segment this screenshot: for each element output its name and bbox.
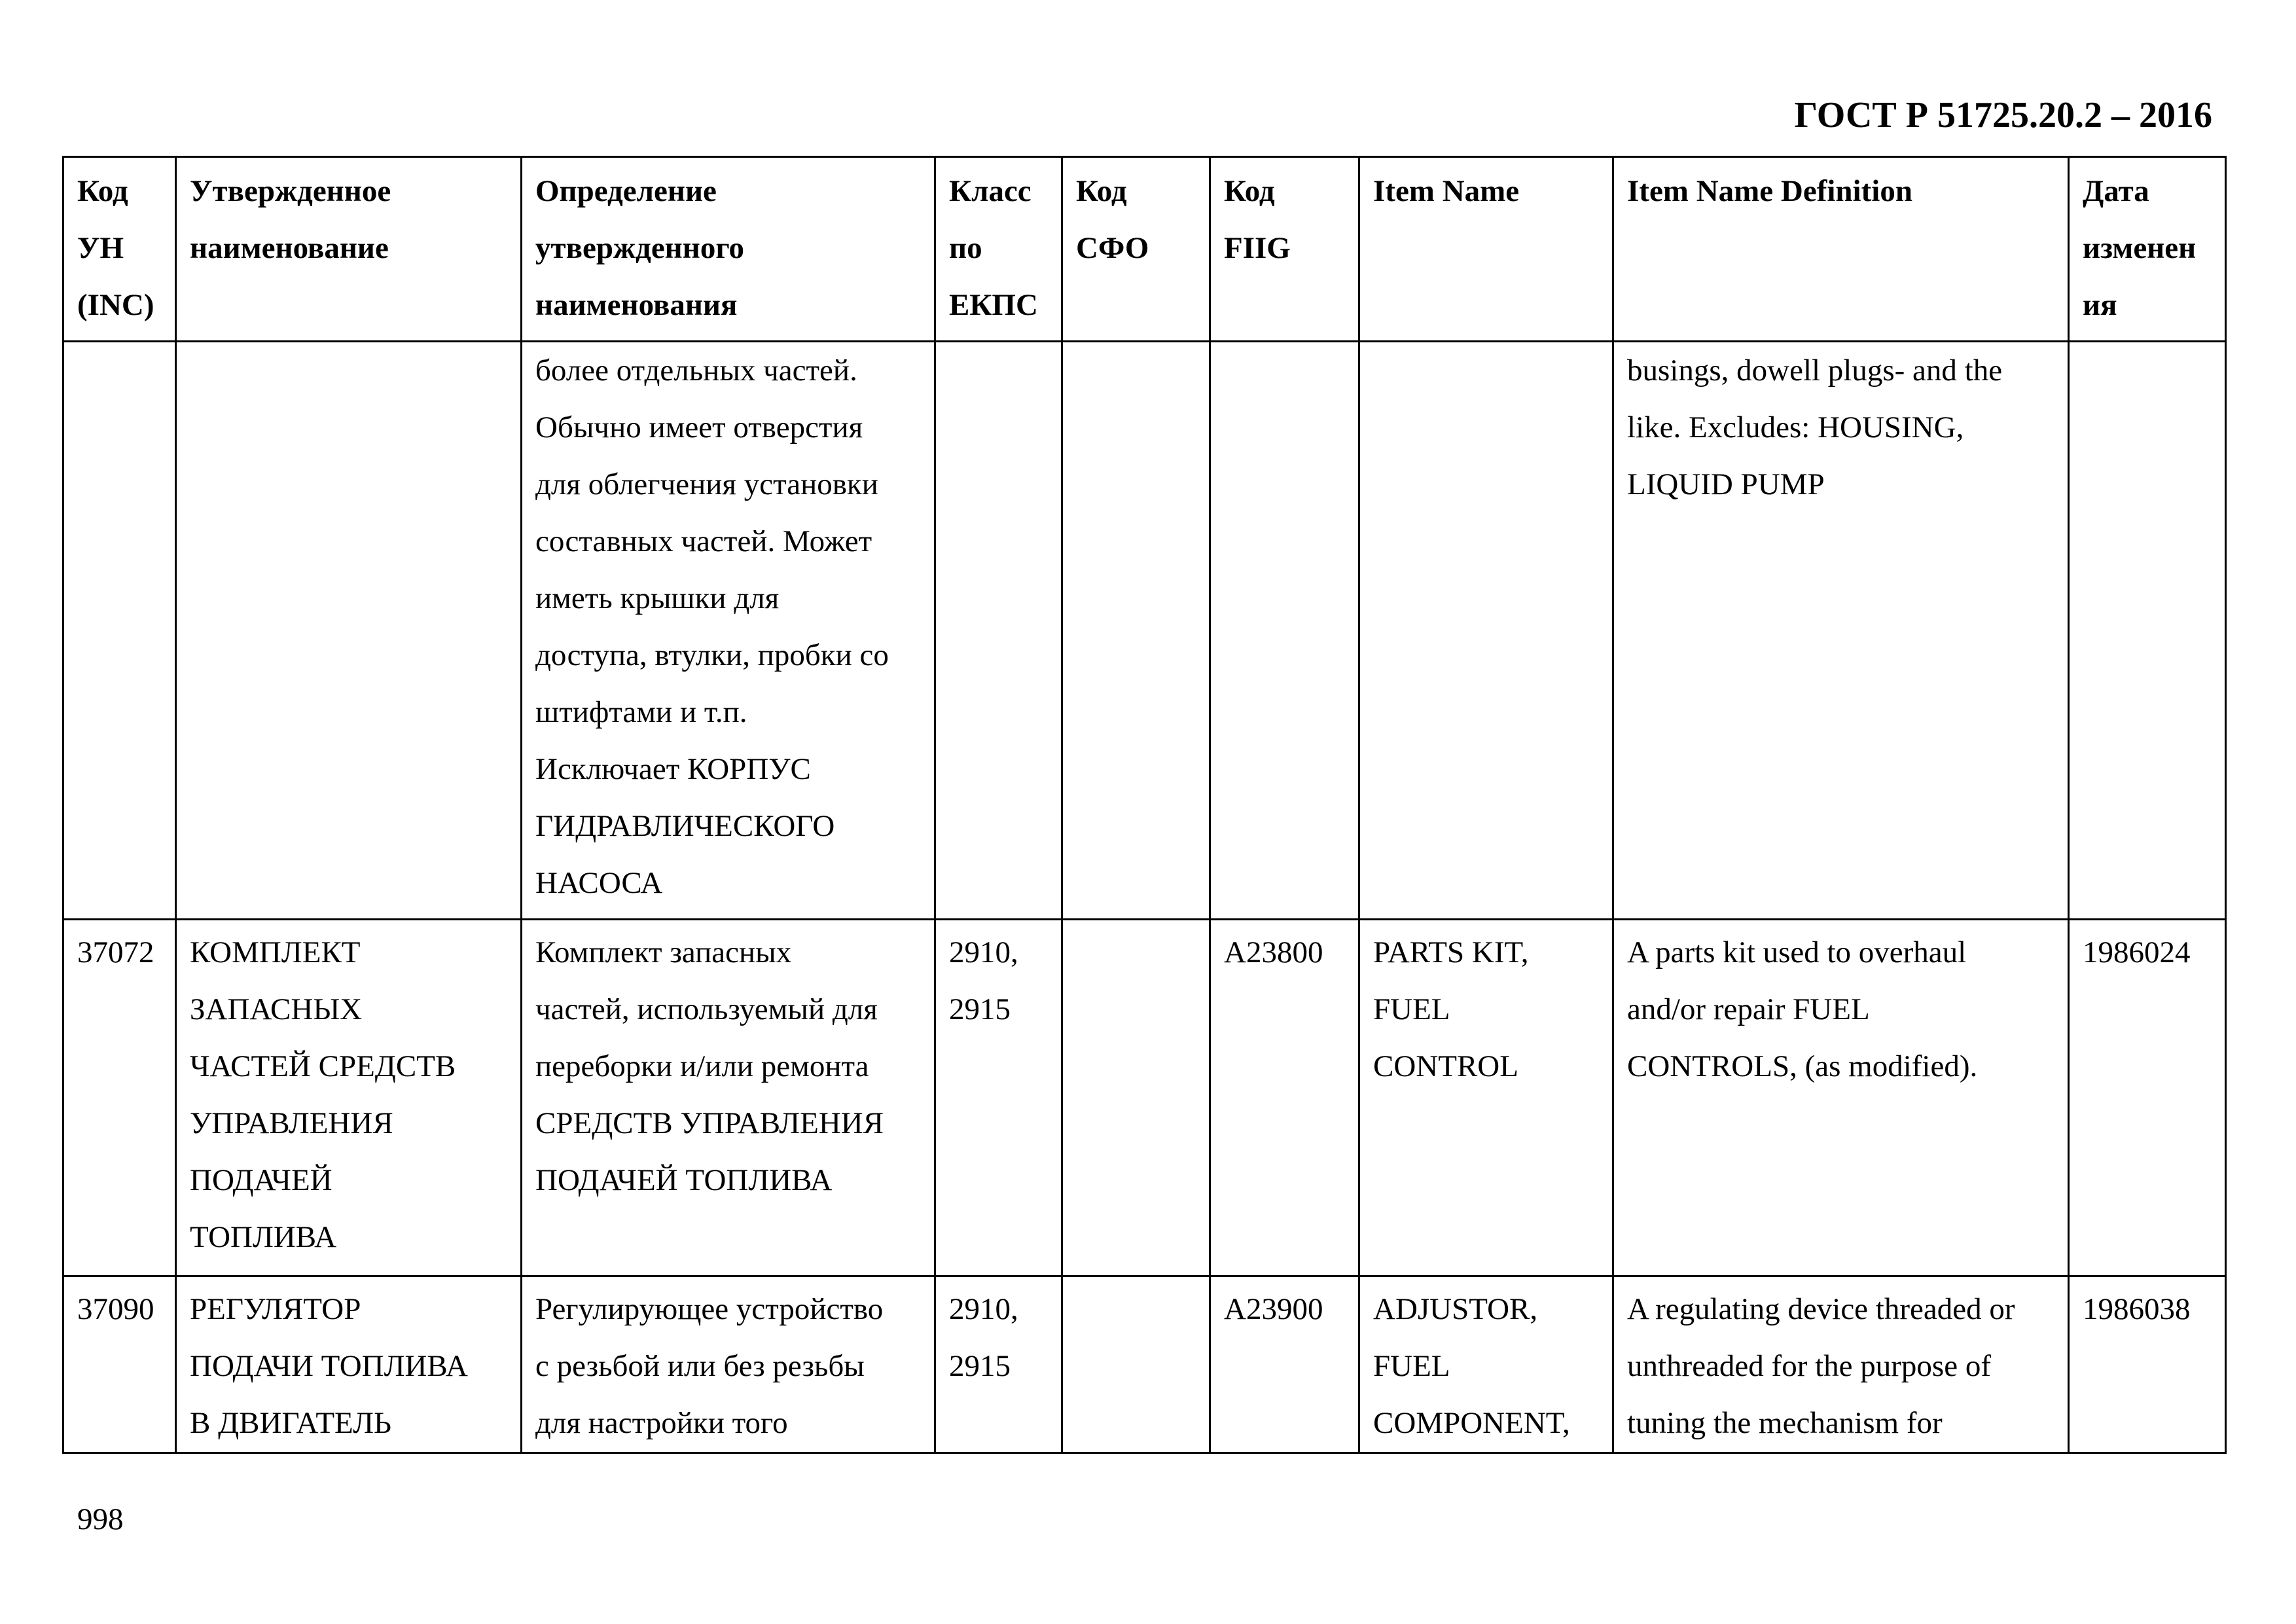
cell-approved-name: КОМПЛЕКТ ЗАПАСНЫХ ЧАСТЕЙ СРЕДСТВ УПРАВЛЕНИЯ ПОДАЧЕЙ ТОПЛИВА xyxy=(176,920,522,1276)
page-number: 998 xyxy=(77,1502,124,1536)
cell-item-name: ADJUSTOR, FUEL COMPONENT, xyxy=(1359,1276,1613,1453)
col-header-approved-name: Утвержденное наименование xyxy=(176,157,522,342)
cell-inc xyxy=(63,342,176,920)
cell-item-name: PARTS KIT, FUEL CONTROL xyxy=(1359,920,1613,1276)
cell-fiig-code: A23800 xyxy=(1210,920,1359,1276)
cell-definition: Регулирующее устройство с резьбой или без резьбы для настройки того xyxy=(522,1276,935,1453)
standard-designation: ГОСТ Р 51725.20.2 – 2016 xyxy=(1794,95,2212,135)
cell-fiig-code: A23900 xyxy=(1210,1276,1359,1453)
table-row xyxy=(63,920,2226,1276)
table-row xyxy=(63,342,2226,920)
cell-fiig-code xyxy=(1210,342,1359,920)
cell-item-name-definition: A regulating device threaded or unthreaded for the purpose of tuning the mechanism for xyxy=(1613,1276,2069,1453)
col-header-item-name-definition: Item Name Definition xyxy=(1613,157,2069,342)
col-header-sfo-code: Код СФО xyxy=(1062,157,1210,342)
cell-sfo-code xyxy=(1062,1276,1210,1453)
cell-ekps-class: 2910, 2915 xyxy=(935,920,1062,1276)
cell-inc: 37090 xyxy=(63,1276,176,1453)
cell-item-name-definition: A parts kit used to overhaul and/or repair FUEL CONTROLS, (as modified). xyxy=(1613,920,2069,1276)
col-header-inc: Код УН (INC) xyxy=(63,157,176,342)
cell-sfo-code xyxy=(1062,920,1210,1276)
table-row xyxy=(63,1276,2226,1453)
cell-sfo-code xyxy=(1062,342,1210,920)
cell-ekps-class xyxy=(935,342,1062,920)
col-header-change-date: Дата изменен ия xyxy=(2069,157,2226,342)
cell-definition: Комплект запасных частей, используемый для переборки и/или ремонта СРЕДСТВ УПРАВЛЕНИЯ ПОДАЧЕЙ ТОПЛИВА xyxy=(522,920,935,1276)
col-header-fiig-code: Код FIIG xyxy=(1210,157,1359,342)
cell-approved-name: РЕГУЛЯТОР ПОДАЧИ ТОПЛИВА В ДВИГАТЕЛЬ xyxy=(176,1276,522,1453)
table-header-row xyxy=(63,157,2226,342)
classifier-table xyxy=(62,156,2227,1454)
col-header-ekps-class: Класс по ЕКПС xyxy=(935,157,1062,342)
col-header-item-name: Item Name xyxy=(1359,157,1613,342)
cell-change-date: 1986024 xyxy=(2069,920,2226,1276)
col-header-definition: Определение утвержденного наименования xyxy=(522,157,935,342)
cell-item-name xyxy=(1359,342,1613,920)
cell-approved-name xyxy=(176,342,522,920)
cell-definition: более отдельных частей. Обычно имеет отверстия для облегчения установки составных частей. Может иметь крышки для доступа, втулки, пробки со штифтами и т.п. Исключает КОРПУС ГИДРАВЛИЧЕСКОГО НАСОСА xyxy=(522,342,935,920)
cell-inc: 37072 xyxy=(63,920,176,1276)
cell-item-name-definition: busings, dowell plugs- and the like. Excludes: HOUSING, LIQUID PUMP xyxy=(1613,342,2069,920)
cell-change-date: 1986038 xyxy=(2069,1276,2226,1453)
cell-ekps-class: 2910, 2915 xyxy=(935,1276,1062,1453)
cell-change-date xyxy=(2069,342,2226,920)
